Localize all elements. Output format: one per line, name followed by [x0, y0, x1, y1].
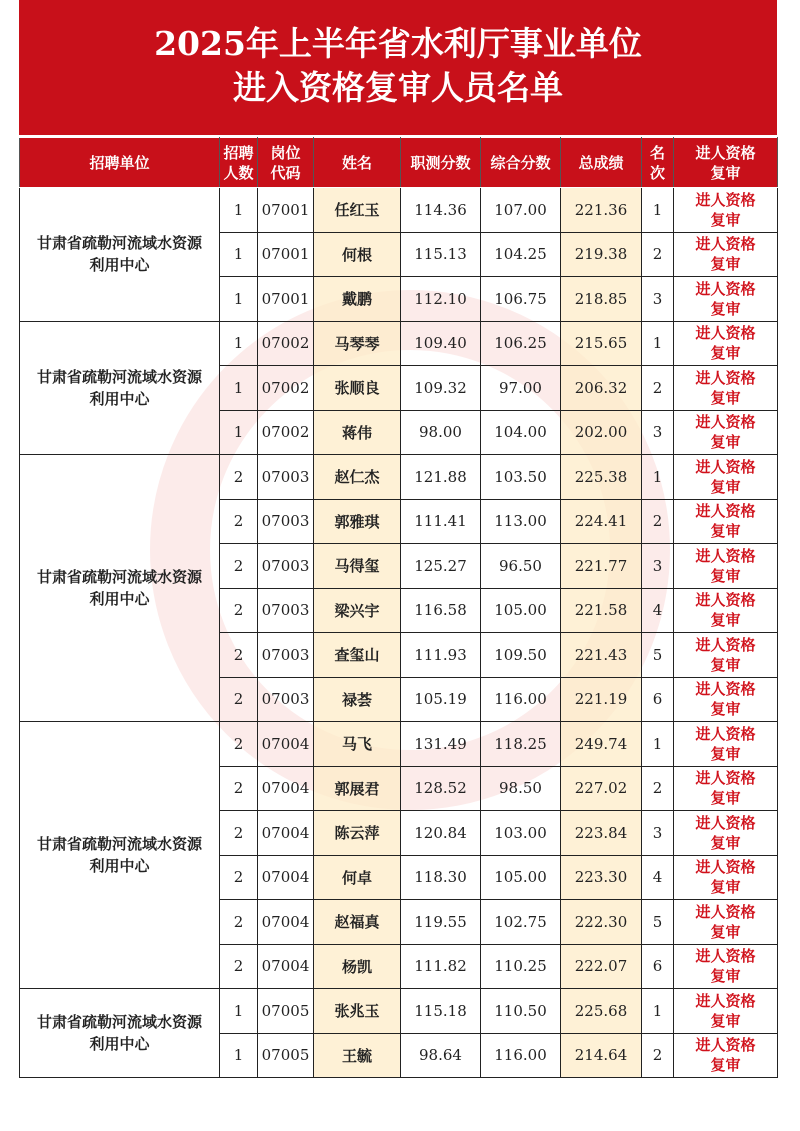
- cell-zc-score: 120.84: [401, 811, 481, 856]
- table-row: [20, 722, 778, 767]
- cell-status: 进人资格 复审: [674, 855, 778, 900]
- cell-zc-score: 114.36: [401, 188, 481, 233]
- cell-zc-score: 115.18: [401, 989, 481, 1034]
- cell-code: 07003: [258, 588, 314, 633]
- cell-zh-score: 98.50: [481, 766, 561, 811]
- cell-code: 07003: [258, 499, 314, 544]
- cell-zh-score: 107.00: [481, 188, 561, 233]
- cell-total: 221.77: [561, 544, 642, 589]
- cell-status: 进人资格 复审: [674, 677, 778, 722]
- cell-rank: 2: [642, 499, 674, 544]
- candidate-table: [19, 137, 778, 1078]
- cell-rank: 1: [642, 321, 674, 366]
- cell-zh-score: 116.00: [481, 1033, 561, 1078]
- cell-zc-score: 128.52: [401, 766, 481, 811]
- cell-name: 戴鹏: [314, 277, 401, 322]
- cell-status: 进人资格 复审: [674, 544, 778, 589]
- cell-zh-score: 96.50: [481, 544, 561, 589]
- cell-name: 马琴琴: [314, 321, 401, 366]
- cell-rank: 5: [642, 900, 674, 945]
- cell-status: 进人资格 复审: [674, 366, 778, 411]
- header-total: 总成绩: [561, 138, 642, 188]
- table-row: [20, 321, 778, 366]
- cell-code: 07005: [258, 989, 314, 1034]
- cell-rank: 4: [642, 855, 674, 900]
- cell-zc-score: 119.55: [401, 900, 481, 945]
- cell-zc-score: 109.40: [401, 321, 481, 366]
- cell-zc-score: 109.32: [401, 366, 481, 411]
- cell-unit: 甘肃省疏勒河流域水资源利用中心: [20, 455, 220, 722]
- cell-unit: 甘肃省疏勒河流域水资源利用中心: [20, 188, 220, 322]
- cell-count: 1: [220, 989, 258, 1034]
- cell-name: 赵福真: [314, 900, 401, 945]
- cell-zc-score: 121.88: [401, 455, 481, 500]
- cell-name: 马得玺: [314, 544, 401, 589]
- cell-count: 2: [220, 722, 258, 767]
- cell-total: 225.38: [561, 455, 642, 500]
- cell-total: 206.32: [561, 366, 642, 411]
- cell-rank: 2: [642, 1033, 674, 1078]
- cell-rank: 3: [642, 410, 674, 455]
- title-line-1: 2025年上半年省水利厅事业单位: [154, 24, 642, 63]
- cell-count: 2: [220, 633, 258, 678]
- cell-total: 221.58: [561, 588, 642, 633]
- cell-count: 2: [220, 944, 258, 989]
- cell-zh-score: 110.50: [481, 989, 561, 1034]
- cell-name: 何卓: [314, 855, 401, 900]
- cell-total: 214.64: [561, 1033, 642, 1078]
- cell-code: 07001: [258, 188, 314, 233]
- cell-zc-score: 115.13: [401, 232, 481, 277]
- cell-status: 进人资格 复审: [674, 455, 778, 500]
- cell-name: 何根: [314, 232, 401, 277]
- cell-status: 进人资格 复审: [674, 232, 778, 277]
- cell-name: 张顺良: [314, 366, 401, 411]
- cell-total: 227.02: [561, 766, 642, 811]
- cell-zc-score: 111.41: [401, 499, 481, 544]
- header-status: 进人资格 复审: [674, 138, 778, 188]
- cell-unit: 甘肃省疏勒河流域水资源利用中心: [20, 989, 220, 1078]
- cell-rank: 1: [642, 188, 674, 233]
- cell-zc-score: 116.58: [401, 588, 481, 633]
- cell-total: 225.68: [561, 989, 642, 1034]
- cell-total: 221.43: [561, 633, 642, 678]
- cell-zh-score: 118.25: [481, 722, 561, 767]
- cell-code: 07004: [258, 855, 314, 900]
- cell-code: 07004: [258, 766, 314, 811]
- cell-status: 进人资格 复审: [674, 321, 778, 366]
- cell-count: 2: [220, 900, 258, 945]
- cell-rank: 1: [642, 989, 674, 1034]
- cell-zh-score: 103.00: [481, 811, 561, 856]
- cell-zh-score: 109.50: [481, 633, 561, 678]
- cell-status: 进人资格 复审: [674, 989, 778, 1034]
- cell-rank: 4: [642, 588, 674, 633]
- cell-status: 进人资格 复审: [674, 499, 778, 544]
- cell-total: 223.30: [561, 855, 642, 900]
- cell-status: 进人资格 复审: [674, 277, 778, 322]
- cell-code: 07003: [258, 544, 314, 589]
- cell-zh-score: 113.00: [481, 499, 561, 544]
- cell-zh-score: 106.75: [481, 277, 561, 322]
- cell-zc-score: 111.82: [401, 944, 481, 989]
- cell-total: 223.84: [561, 811, 642, 856]
- table-row: [20, 989, 778, 1034]
- cell-status: 进人资格 复审: [674, 1033, 778, 1078]
- cell-count: 2: [220, 499, 258, 544]
- header-rank: 名 次: [642, 138, 674, 188]
- cell-code: 07003: [258, 633, 314, 678]
- cell-rank: 5: [642, 633, 674, 678]
- cell-zh-score: 103.50: [481, 455, 561, 500]
- cell-name: 郭雅琪: [314, 499, 401, 544]
- cell-code: 07005: [258, 1033, 314, 1078]
- cell-name: 禄荟: [314, 677, 401, 722]
- cell-count: 2: [220, 811, 258, 856]
- title-line-2: 进入资格复审人员名单: [233, 68, 563, 107]
- cell-count: 2: [220, 455, 258, 500]
- cell-rank: 2: [642, 766, 674, 811]
- cell-status: 进人资格 复审: [674, 588, 778, 633]
- cell-unit: 甘肃省疏勒河流域水资源利用中心: [20, 722, 220, 989]
- cell-name: 赵仁杰: [314, 455, 401, 500]
- cell-status: 进人资格 复审: [674, 722, 778, 767]
- cell-rank: 3: [642, 277, 674, 322]
- cell-code: 07001: [258, 232, 314, 277]
- cell-total: 215.65: [561, 321, 642, 366]
- cell-zc-score: 125.27: [401, 544, 481, 589]
- cell-rank: 2: [642, 232, 674, 277]
- cell-name: 王毓: [314, 1033, 401, 1078]
- cell-name: 张兆玉: [314, 989, 401, 1034]
- cell-zc-score: 111.93: [401, 633, 481, 678]
- document-title: [19, 0, 777, 135]
- cell-zh-score: 110.25: [481, 944, 561, 989]
- cell-name: 马飞: [314, 722, 401, 767]
- cell-count: 1: [220, 277, 258, 322]
- cell-code: 07004: [258, 811, 314, 856]
- header-unit: 招聘单位: [20, 138, 220, 188]
- cell-name: 杨凯: [314, 944, 401, 989]
- cell-zc-score: 131.49: [401, 722, 481, 767]
- cell-zh-score: 105.00: [481, 855, 561, 900]
- cell-code: 07002: [258, 321, 314, 366]
- cell-zh-score: 97.00: [481, 366, 561, 411]
- cell-status: 进人资格 复审: [674, 410, 778, 455]
- cell-name: 查玺山: [314, 633, 401, 678]
- cell-zc-score: 118.30: [401, 855, 481, 900]
- cell-status: 进人资格 复审: [674, 944, 778, 989]
- cell-count: 2: [220, 588, 258, 633]
- cell-count: 1: [220, 1033, 258, 1078]
- cell-count: 2: [220, 544, 258, 589]
- cell-total: 249.74: [561, 722, 642, 767]
- header-zh-score: 综合分数: [481, 138, 561, 188]
- cell-count: 1: [220, 366, 258, 411]
- cell-code: 07001: [258, 277, 314, 322]
- cell-count: 1: [220, 188, 258, 233]
- table-row: [20, 188, 778, 233]
- cell-code: 07004: [258, 900, 314, 945]
- cell-unit: 甘肃省疏勒河流域水资源利用中心: [20, 321, 220, 455]
- cell-total: 224.41: [561, 499, 642, 544]
- header-count: 招聘 人数: [220, 138, 258, 188]
- cell-count: 1: [220, 321, 258, 366]
- cell-rank: 6: [642, 677, 674, 722]
- cell-rank: 1: [642, 722, 674, 767]
- cell-code: 07004: [258, 944, 314, 989]
- cell-status: 进人资格 复审: [674, 766, 778, 811]
- header-code: 岗位 代码: [258, 138, 314, 188]
- header-name: 姓名: [314, 138, 401, 188]
- cell-zh-score: 104.25: [481, 232, 561, 277]
- table-header-row: [20, 138, 778, 188]
- cell-zc-score: 112.10: [401, 277, 481, 322]
- cell-zc-score: 98.64: [401, 1033, 481, 1078]
- cell-name: 任红玉: [314, 188, 401, 233]
- cell-zh-score: 106.25: [481, 321, 561, 366]
- cell-code: 07002: [258, 410, 314, 455]
- cell-count: 2: [220, 766, 258, 811]
- cell-code: 07003: [258, 455, 314, 500]
- cell-rank: 3: [642, 811, 674, 856]
- cell-count: 1: [220, 410, 258, 455]
- cell-zh-score: 116.00: [481, 677, 561, 722]
- cell-total: 219.38: [561, 232, 642, 277]
- header-zc-score: 职测分数: [401, 138, 481, 188]
- cell-count: 2: [220, 855, 258, 900]
- cell-rank: 6: [642, 944, 674, 989]
- cell-name: 蒋伟: [314, 410, 401, 455]
- cell-zh-score: 105.00: [481, 588, 561, 633]
- cell-rank: 2: [642, 366, 674, 411]
- cell-name: 陈云萍: [314, 811, 401, 856]
- cell-status: 进人资格 复审: [674, 811, 778, 856]
- cell-count: 1: [220, 232, 258, 277]
- cell-status: 进人资格 复审: [674, 633, 778, 678]
- cell-total: 202.00: [561, 410, 642, 455]
- cell-total: 221.19: [561, 677, 642, 722]
- cell-status: 进人资格 复审: [674, 900, 778, 945]
- cell-rank: 1: [642, 455, 674, 500]
- cell-name: 郭展君: [314, 766, 401, 811]
- table-row: [20, 455, 778, 500]
- cell-name: 梁兴宇: [314, 588, 401, 633]
- cell-zc-score: 98.00: [401, 410, 481, 455]
- cell-status: 进人资格 复审: [674, 188, 778, 233]
- cell-total: 222.07: [561, 944, 642, 989]
- cell-total: 222.30: [561, 900, 642, 945]
- cell-zc-score: 105.19: [401, 677, 481, 722]
- cell-rank: 3: [642, 544, 674, 589]
- cell-total: 221.36: [561, 188, 642, 233]
- cell-count: 2: [220, 677, 258, 722]
- cell-zh-score: 104.00: [481, 410, 561, 455]
- cell-code: 07002: [258, 366, 314, 411]
- cell-zh-score: 102.75: [481, 900, 561, 945]
- cell-code: 07003: [258, 677, 314, 722]
- cell-total: 218.85: [561, 277, 642, 322]
- cell-code: 07004: [258, 722, 314, 767]
